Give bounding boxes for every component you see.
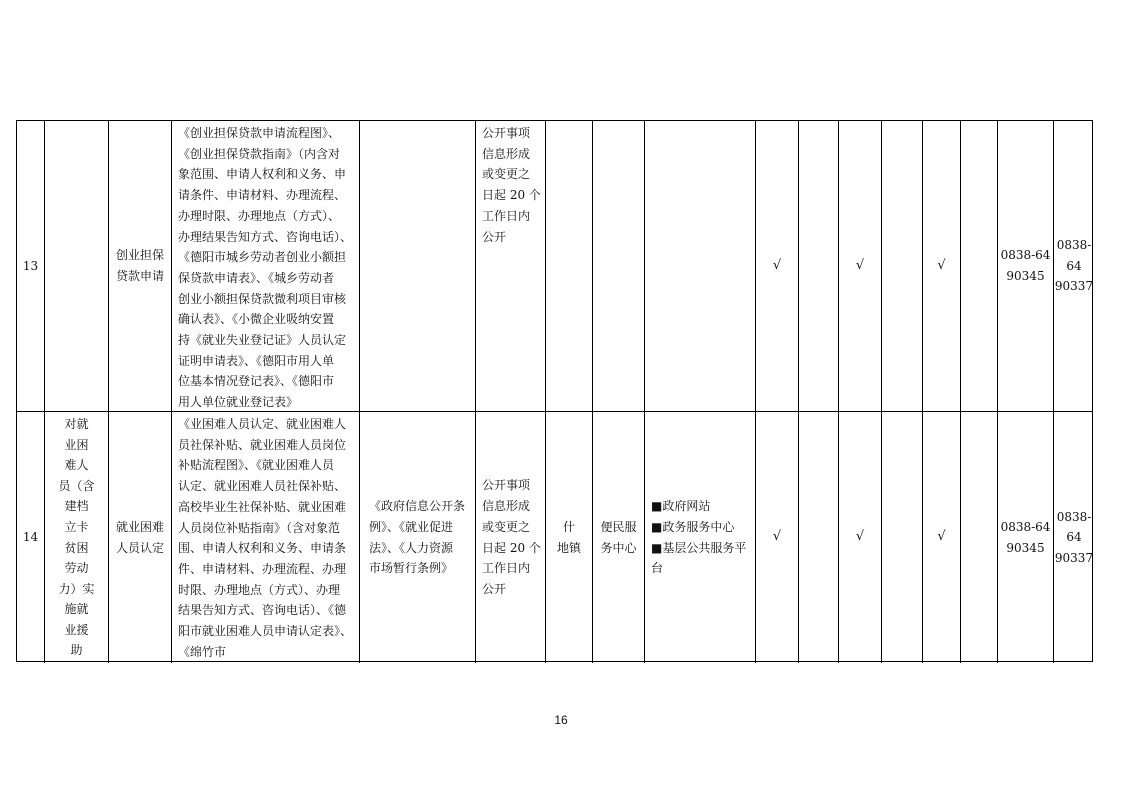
page-number: 16 (554, 713, 568, 727)
content-line: 确认表》、《小微企业吸纳安置 (178, 312, 335, 327)
content-line: 用人单位就业登记表》 (178, 395, 299, 410)
time-cell (475, 121, 545, 411)
method-item: ■基层公共服务平 (651, 540, 747, 555)
method-item: ■政务服务中心 (651, 519, 735, 534)
content-line: 《业困难人员认定、就业困难人 (178, 417, 347, 431)
basis-line: 市场暂行条例》 (369, 561, 454, 576)
content-line: 位基本情况登记表》、《德阳市 (178, 374, 335, 389)
content-line: 认定、就业困难人员社保补贴、 (178, 479, 347, 494)
content-line: 《绵竹市 (178, 644, 227, 659)
content-cell (171, 412, 359, 663)
content-line: 创业小额担保贷款微利项目审核 (178, 291, 347, 306)
content-line: 围、申请人权利和义务、申请条 (178, 541, 347, 556)
row-number-text: 13 (22, 258, 39, 273)
content-line: 持《就业失业登记证》人员认定 (178, 333, 347, 348)
time-line: 公开 (482, 229, 507, 244)
method-list (645, 496, 746, 579)
check-cell (798, 121, 838, 411)
basis-cell (359, 121, 475, 411)
channel-cell (592, 412, 644, 663)
item-text: 就业困难人员认定 (115, 519, 164, 555)
check-cell (755, 121, 798, 411)
check-mark: √ (937, 529, 946, 545)
content-line: 《创业担保贷款指南》（内含对 (178, 146, 341, 161)
content-line: 阳市就业困难人员申请认定表》、 (178, 624, 353, 639)
content-line: 保贷款申请表》、《城乡劳动者 (178, 270, 335, 285)
check-cell (960, 121, 997, 411)
content-line: 时限、办理地点（方式）、办理 (178, 582, 341, 597)
check-cell (881, 412, 922, 663)
content-line: 高校毕业生社保补贴、就业困难 (178, 499, 347, 514)
basis-line: 《政府信息公开条 (369, 499, 466, 514)
time-line: 或变更之 (482, 519, 531, 534)
table-row (17, 121, 1092, 411)
check-mark: √ (937, 257, 946, 273)
disclosure-table (16, 120, 1093, 662)
check-cell (922, 121, 960, 411)
time-line: 公开事项 (482, 126, 531, 140)
phone-cell (997, 121, 1053, 411)
time-line: 日起 20 个 (482, 188, 541, 203)
method-item: 台 (651, 561, 664, 576)
check-mark: √ (855, 257, 865, 273)
category-text: 对就 业困 难人 员（含 建档 立卡 贫困 劳动 力）实 施就 业援 助 (58, 416, 95, 658)
time-cell (475, 412, 545, 663)
table-row (17, 411, 1092, 663)
check-cell (838, 412, 881, 663)
basis-text (360, 496, 465, 579)
phone-cell (1053, 412, 1094, 663)
row-number-text: 14 (22, 530, 39, 545)
subject-cell (545, 412, 592, 663)
channel-text: 便民服 务中心 (600, 519, 637, 555)
phone-cell (1053, 121, 1094, 411)
content-line: 办理结果告知方式、咨询电话）、 (178, 229, 353, 244)
time-text (476, 475, 541, 599)
phone-text: 0838-64 90345 (1000, 248, 1051, 283)
content-line: 证明申请表》、《德阳市用人单 (178, 353, 335, 368)
time-line: 公开 (482, 581, 507, 596)
check-mark: √ (772, 529, 782, 545)
basis-line: 例》、《就业促进 (369, 519, 454, 534)
content-line: 办理时限、办理地点（方式）、 (178, 208, 341, 223)
check-cell (922, 412, 960, 663)
basis-line: 法》、《人力资源 (369, 540, 454, 555)
content-line: 《创业担保贷款申请流程图》、 (178, 126, 341, 140)
phone-text: 0838-64 90337 (1054, 238, 1094, 294)
subject-cell (545, 121, 592, 411)
time-line: 工作日内 (482, 561, 531, 576)
method-item: ■政府网站 (651, 499, 711, 514)
item-text: 创业担保贷款申请 (115, 248, 164, 283)
item-cell (108, 121, 171, 411)
basis-cell (359, 412, 475, 663)
check-cell (798, 412, 838, 663)
content-line: 请条件、申请材料、办理流程、 (178, 188, 347, 203)
check-cell (881, 121, 922, 411)
time-line: 信息形成 (482, 499, 531, 514)
time-line: 工作日内 (482, 208, 531, 223)
method-cell (644, 412, 755, 663)
content-line: 员社保补贴、就业困难人员岗位 (178, 437, 347, 452)
content-line: 件、申请材料、办理流程、办理 (178, 561, 347, 576)
category-cell (44, 412, 108, 663)
time-line: 公开事项 (482, 478, 531, 493)
time-line: 或变更之 (482, 167, 531, 182)
content-line: 人员岗位补贴指南》（含对象范 (178, 520, 341, 535)
phone-cell (997, 412, 1053, 663)
time-line: 日起 20 个 (482, 540, 541, 555)
check-mark: √ (855, 529, 865, 545)
row-number (17, 121, 44, 411)
phone-text: 0838-64 90345 (1000, 519, 1051, 555)
method-cell (644, 121, 755, 411)
content-line: 结果告知方式、咨询电话）、《德 (178, 603, 347, 618)
subject-text: 什 地镇 (556, 519, 581, 555)
content-line: 补贴流程图》、《就业困难人员 (178, 458, 335, 473)
check-cell (960, 412, 997, 663)
item-cell (108, 412, 171, 663)
content-line: 《德阳市城乡劳动者创业小额担 (178, 250, 347, 265)
check-cell (838, 121, 881, 411)
content-cell (171, 121, 359, 411)
content-line: 象范围、申请人权利和义务、申 (178, 167, 347, 182)
channel-cell (592, 121, 644, 411)
category-cell (44, 121, 108, 411)
phone-text: 0838-64 90337 (1054, 509, 1094, 565)
check-cell (755, 412, 798, 663)
row-number (17, 412, 44, 663)
time-line: 信息形成 (482, 146, 531, 161)
check-mark: √ (772, 257, 782, 273)
